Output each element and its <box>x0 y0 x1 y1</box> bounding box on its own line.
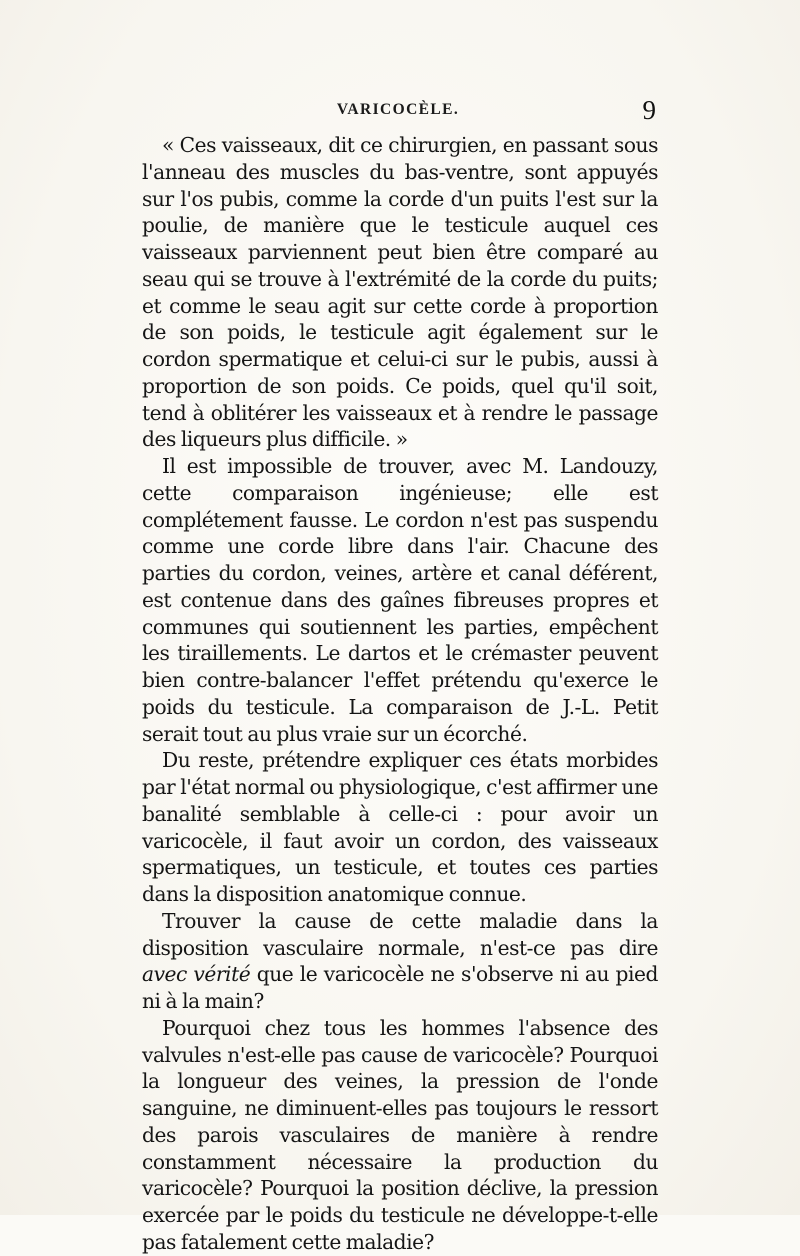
running-head <box>138 95 658 125</box>
page-number: 9 <box>642 95 656 125</box>
italic-phrase: avec vérité <box>142 962 251 987</box>
body-text <box>142 132 658 1256</box>
paragraph-text-after: que le varicocèle ne s'observe ni au pied ni à la main? <box>142 962 658 1013</box>
paragraph-comparison-critique: Il est impossible de trouver, avec M. Landouzy, cette comparaison ingénieuse; elle est complétement fausse. Le cordon n'est pas suspendu comme une corde libre dans l'air. Chacune des parties du cordon, veines, artère et canal déférent, est contenue dans des gaînes fibreuses propres et communes qui soutiennent les parties, empêchent les tiraillements. Le dartos et le crémaster peuvent bien contre-balancer l'effet prétendu qu'exerce le poids du testicule. La comparaison de J.-L. Petit serait tout au plus vraie sur un écorché. <box>142 454 658 746</box>
running-title: VARICOCÈLE. <box>336 101 460 118</box>
paragraph-vascular-cause <box>142 908 658 1015</box>
paragraph-text-before: Trouver la cause de cette maladie dans la disposition vasculaire normale, n'est-ce pas dire <box>142 908 658 960</box>
paragraph-banality: Du reste, prétendre expliquer ces états morbides par l'état normal ou physiologique, c'est affirmer une banalité semblable à celle-ci : pour avoir un varicocèle, il faut avoir un cordon, des vaisseaux spermatiques, un testicule, et toutes ces parties dans la disposition anatomique connue. <box>142 748 658 906</box>
paragraph-questions: Pourquoi chez tous les hommes l'absence des valvules n'est-elle pas cause de varicocèle? Pourquoi la longueur des veines, la pression de l'onde sanguine, ne diminuent-elles pas toujours le ressort des parois vasculaires de manière à rendre constamment nécessaire la production du varicocèle? Pourquoi la position déclive, la pression exercée par le poids du testicule ne développe-t-elle pas fatalement cette maladie? <box>142 1015 658 1254</box>
paragraph-quotation: « Ces vaisseaux, dit ce chirurgien, en passant sous l'anneau des muscles du bas-ventre, sont appuyés sur l'os pubis, comme la corde d'un puits l'est sur la poulie, de manière que le testicule auquel ces vaisseaux parviennent peut bien être comparé au seau qui se trouve à l'extrémité de la corde du puits; et comme le seau agit sur cette corde à proportion de son poids, le testicule agit également sur le cordon spermatique et celui-ci sur le pubis, aussi à proportion de son poids. Ce poids, quel qu'il soit, tend à oblitérer les vaisseaux et à rendre le passage des liqueurs plus difficile. » <box>142 133 658 452</box>
